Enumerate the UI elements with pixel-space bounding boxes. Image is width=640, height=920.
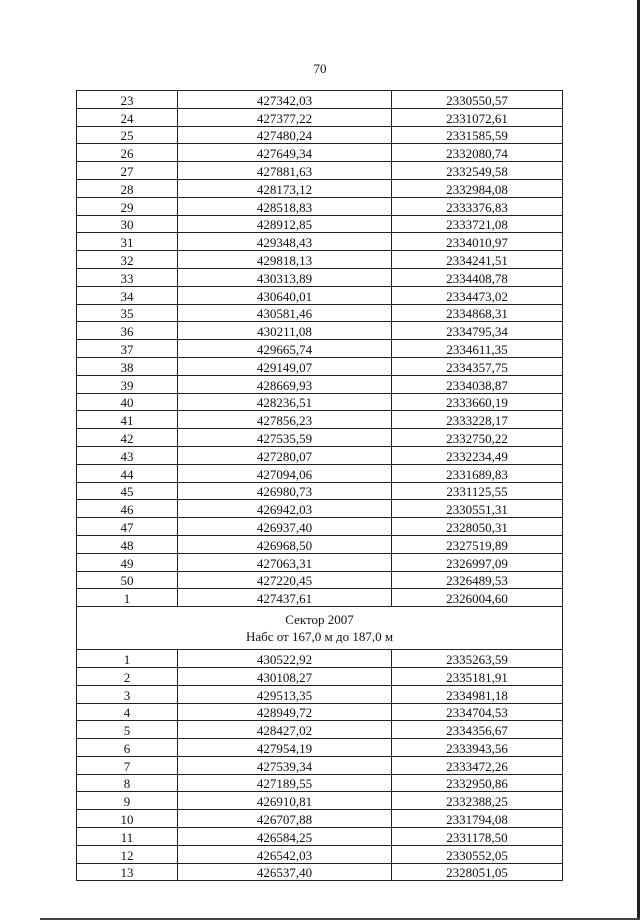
- x-coordinate-cell: 430640,01: [178, 286, 392, 304]
- y-coordinate-cell: 2334356,67: [392, 721, 563, 739]
- x-coordinate-cell: 427094,06: [178, 464, 392, 482]
- table-row: [77, 667, 563, 685]
- x-coordinate-cell: 427437,61: [178, 589, 392, 607]
- y-coordinate-cell: 2333943,56: [392, 739, 563, 757]
- y-coordinate-cell: 2334704,53: [392, 703, 563, 721]
- y-coordinate-cell: 2331072,61: [392, 108, 563, 126]
- y-coordinate-cell: 2332950,86: [392, 774, 563, 792]
- table-row: [77, 721, 563, 739]
- x-coordinate-cell: 427535,59: [178, 429, 392, 447]
- y-coordinate-cell: 2333376,83: [392, 197, 563, 215]
- y-coordinate-cell: 2330550,57: [392, 91, 563, 109]
- table-row: [77, 197, 563, 215]
- x-coordinate-cell: 426910,81: [178, 792, 392, 810]
- x-coordinate-cell: 427220,45: [178, 571, 392, 589]
- x-coordinate-cell: 427649,34: [178, 144, 392, 162]
- table-row: [77, 322, 563, 340]
- point-number-cell: 35: [77, 304, 178, 322]
- point-number-cell: 45: [77, 482, 178, 500]
- x-coordinate-cell: 428236,51: [178, 393, 392, 411]
- table-row: [77, 340, 563, 358]
- table-row: [77, 553, 563, 571]
- y-coordinate-cell: 2331585,59: [392, 126, 563, 144]
- table-row: [77, 518, 563, 536]
- point-number-cell: 3: [77, 685, 178, 703]
- x-coordinate-cell: 427189,55: [178, 774, 392, 792]
- point-number-cell: 23: [77, 91, 178, 109]
- y-coordinate-cell: 2328050,31: [392, 518, 563, 536]
- x-coordinate-cell: 429818,13: [178, 251, 392, 269]
- point-number-cell: 4: [77, 703, 178, 721]
- point-number-cell: 48: [77, 535, 178, 553]
- point-number-cell: 37: [77, 340, 178, 358]
- section-subtitle: Набс от 167,0 м до 187,0 м: [245, 629, 394, 645]
- point-number-cell: 6: [77, 739, 178, 757]
- point-number-cell: 5: [77, 721, 178, 739]
- y-coordinate-cell: 2334611,35: [392, 340, 563, 358]
- point-number-cell: 38: [77, 357, 178, 375]
- x-coordinate-cell: 428427,02: [178, 721, 392, 739]
- point-number-cell: 46: [77, 500, 178, 518]
- x-coordinate-cell: 426584,25: [178, 828, 392, 846]
- point-number-cell: 12: [77, 845, 178, 863]
- y-coordinate-cell: 2326997,09: [392, 553, 563, 571]
- section-header-group: [77, 607, 563, 650]
- x-coordinate-cell: 426968,50: [178, 535, 392, 553]
- x-coordinate-cell: 427856,23: [178, 411, 392, 429]
- x-coordinate-cell: 430581,46: [178, 304, 392, 322]
- table-row: [77, 482, 563, 500]
- y-coordinate-cell: 2334241,51: [392, 251, 563, 269]
- table-row: [77, 845, 563, 863]
- coordinates-table: [76, 90, 563, 881]
- y-coordinate-cell: 2331178,50: [392, 828, 563, 846]
- point-number-cell: 11: [77, 828, 178, 846]
- table-row: [77, 91, 563, 109]
- table-row: [77, 863, 563, 881]
- x-coordinate-cell: 430313,89: [178, 268, 392, 286]
- y-coordinate-cell: 2332984,08: [392, 179, 563, 197]
- point-number-cell: 2: [77, 667, 178, 685]
- table-row: [77, 393, 563, 411]
- point-number-cell: 39: [77, 375, 178, 393]
- y-coordinate-cell: 2333660,19: [392, 393, 563, 411]
- x-coordinate-cell: 426937,40: [178, 518, 392, 536]
- y-coordinate-cell: 2327519,89: [392, 535, 563, 553]
- point-number-cell: 40: [77, 393, 178, 411]
- x-coordinate-cell: 428669,93: [178, 375, 392, 393]
- y-coordinate-cell: 2334408,78: [392, 268, 563, 286]
- y-coordinate-cell: 2334473,02: [392, 286, 563, 304]
- x-coordinate-cell: 427881,63: [178, 162, 392, 180]
- x-coordinate-cell: 426707,88: [178, 810, 392, 828]
- point-number-cell: 32: [77, 251, 178, 269]
- x-coordinate-cell: 426537,40: [178, 863, 392, 881]
- point-number-cell: 30: [77, 215, 178, 233]
- table-row: [77, 756, 563, 774]
- y-coordinate-cell: 2334868,31: [392, 304, 563, 322]
- point-number-cell: 47: [77, 518, 178, 536]
- table-row: [77, 286, 563, 304]
- table-row: [77, 215, 563, 233]
- table-row: [77, 739, 563, 757]
- point-number-cell: 9: [77, 792, 178, 810]
- table-row: [77, 571, 563, 589]
- y-coordinate-cell: 2333721,08: [392, 215, 563, 233]
- y-coordinate-cell: 2331689,83: [392, 464, 563, 482]
- section-title: Сектор 2007: [285, 612, 354, 628]
- y-coordinate-cell: 2326004,60: [392, 589, 563, 607]
- table-row: [77, 650, 563, 668]
- table-row: [77, 126, 563, 144]
- point-number-cell: 1: [77, 650, 178, 668]
- point-number-cell: 13: [77, 863, 178, 881]
- x-coordinate-cell: 429149,07: [178, 357, 392, 375]
- x-coordinate-cell: 429513,35: [178, 685, 392, 703]
- y-coordinate-cell: 2334038,87: [392, 375, 563, 393]
- x-coordinate-cell: 428912,85: [178, 215, 392, 233]
- table-row: [77, 810, 563, 828]
- x-coordinate-cell: 426980,73: [178, 482, 392, 500]
- table-row: [77, 828, 563, 846]
- x-coordinate-cell: 427342,03: [178, 91, 392, 109]
- x-coordinate-cell: 427280,07: [178, 446, 392, 464]
- section-header-row: [77, 607, 563, 650]
- page-number: 70: [313, 61, 327, 76]
- y-coordinate-cell: 2334357,75: [392, 357, 563, 375]
- table-row: [77, 108, 563, 126]
- point-number-cell: 31: [77, 233, 178, 251]
- y-coordinate-cell: 2335181,91: [392, 667, 563, 685]
- x-coordinate-cell: 427954,19: [178, 739, 392, 757]
- table-row: [77, 464, 563, 482]
- coordinates-table-body-a: [77, 91, 563, 607]
- x-coordinate-cell: 429348,43: [178, 233, 392, 251]
- x-coordinate-cell: 429665,74: [178, 340, 392, 358]
- y-coordinate-cell: 2331794,08: [392, 810, 563, 828]
- y-coordinate-cell: 2332750,22: [392, 429, 563, 447]
- x-coordinate-cell: 430211,08: [178, 322, 392, 340]
- point-number-cell: 26: [77, 144, 178, 162]
- point-number-cell: 43: [77, 446, 178, 464]
- y-coordinate-cell: 2335263,59: [392, 650, 563, 668]
- table-row: [77, 685, 563, 703]
- y-coordinate-cell: 2330552,05: [392, 845, 563, 863]
- table-row: [77, 268, 563, 286]
- y-coordinate-cell: 2333228,17: [392, 411, 563, 429]
- table-row: [77, 535, 563, 553]
- point-number-cell: 27: [77, 162, 178, 180]
- table-row: [77, 703, 563, 721]
- point-number-cell: 8: [77, 774, 178, 792]
- table-row: [77, 357, 563, 375]
- y-coordinate-cell: 2333472,26: [392, 756, 563, 774]
- table-row: [77, 162, 563, 180]
- table-row: [77, 375, 563, 393]
- table-row: [77, 774, 563, 792]
- x-coordinate-cell: 428949,72: [178, 703, 392, 721]
- x-coordinate-cell: 427377,22: [178, 108, 392, 126]
- x-coordinate-cell: 427539,34: [178, 756, 392, 774]
- coordinates-table-body-b: [77, 650, 563, 881]
- table-row: [77, 792, 563, 810]
- table-row: [77, 589, 563, 607]
- y-coordinate-cell: 2334010,97: [392, 233, 563, 251]
- x-coordinate-cell: 428173,12: [178, 179, 392, 197]
- x-coordinate-cell: 428518,83: [178, 197, 392, 215]
- point-number-cell: 29: [77, 197, 178, 215]
- x-coordinate-cell: 427063,31: [178, 553, 392, 571]
- point-number-cell: 33: [77, 268, 178, 286]
- table-row: [77, 500, 563, 518]
- x-coordinate-cell: 430522,92: [178, 650, 392, 668]
- point-number-cell: 1: [77, 589, 178, 607]
- section-header-cell: [77, 607, 563, 650]
- y-coordinate-cell: 2332080,74: [392, 144, 563, 162]
- x-coordinate-cell: 430108,27: [178, 667, 392, 685]
- point-number-cell: 24: [77, 108, 178, 126]
- point-number-cell: 50: [77, 571, 178, 589]
- point-number-cell: 34: [77, 286, 178, 304]
- point-number-cell: 44: [77, 464, 178, 482]
- x-coordinate-cell: 427480,24: [178, 126, 392, 144]
- point-number-cell: 42: [77, 429, 178, 447]
- y-coordinate-cell: 2328051,05: [392, 863, 563, 881]
- table-row: [77, 233, 563, 251]
- point-number-cell: 25: [77, 126, 178, 144]
- x-coordinate-cell: 426542,03: [178, 845, 392, 863]
- table-row: [77, 429, 563, 447]
- table-row: [77, 144, 563, 162]
- y-coordinate-cell: 2332388,25: [392, 792, 563, 810]
- y-coordinate-cell: 2334981,18: [392, 685, 563, 703]
- y-coordinate-cell: 2330551,31: [392, 500, 563, 518]
- point-number-cell: 41: [77, 411, 178, 429]
- point-number-cell: 36: [77, 322, 178, 340]
- point-number-cell: 10: [77, 810, 178, 828]
- y-coordinate-cell: 2326489,53: [392, 571, 563, 589]
- point-number-cell: 7: [77, 756, 178, 774]
- table-row: [77, 304, 563, 322]
- table-row: [77, 179, 563, 197]
- x-coordinate-cell: 426942,03: [178, 500, 392, 518]
- point-number-cell: 49: [77, 553, 178, 571]
- y-coordinate-cell: 2334795,34: [392, 322, 563, 340]
- y-coordinate-cell: 2332234,49: [392, 446, 563, 464]
- table-row: [77, 446, 563, 464]
- y-coordinate-cell: 2331125,55: [392, 482, 563, 500]
- table-row: [77, 411, 563, 429]
- point-number-cell: 28: [77, 179, 178, 197]
- table-row: [77, 251, 563, 269]
- y-coordinate-cell: 2332549,58: [392, 162, 563, 180]
